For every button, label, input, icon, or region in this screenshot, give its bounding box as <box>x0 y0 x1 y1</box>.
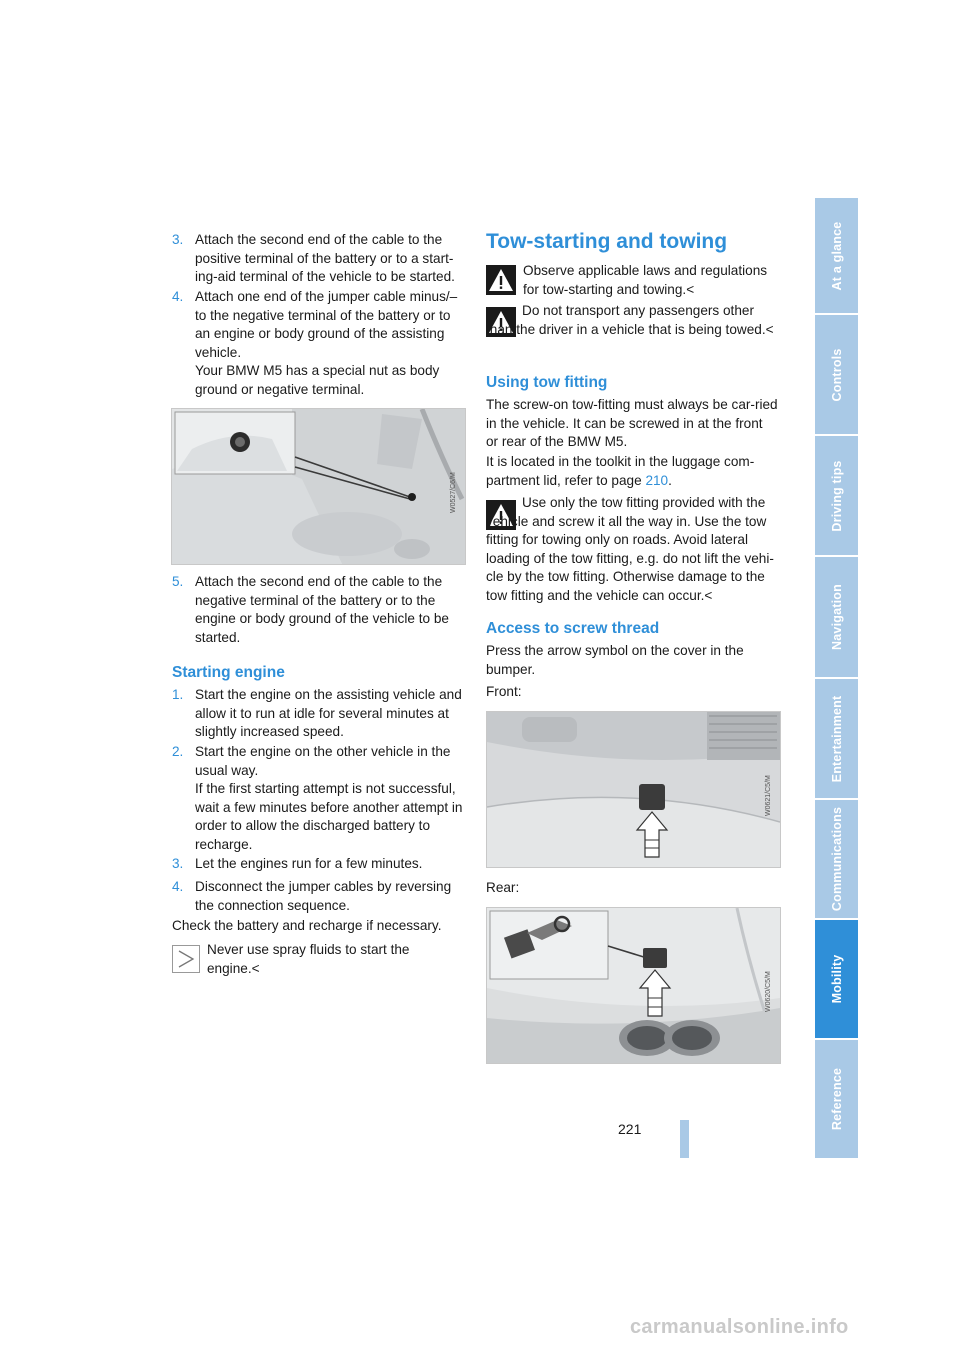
step-number: 1. <box>172 687 184 702</box>
step-note: Your BMW M5 has a special nut as body ground or negative terminal. <box>195 363 440 397</box>
rear-label: Rear: <box>486 880 520 895</box>
step-number: 3. <box>172 856 184 871</box>
start-step-3 <box>172 855 468 874</box>
start-step-1 <box>172 686 468 742</box>
step-3-item <box>172 231 468 287</box>
warning-icon <box>486 265 516 295</box>
tab-label: Reference <box>829 1067 844 1131</box>
watermark-url: carmanualsonline.info <box>630 1316 849 1338</box>
tow-fitting-location-paragraph <box>486 453 778 490</box>
using-tow-fitting-heading: Using tow fitting <box>486 374 608 391</box>
tab-navigation[interactable] <box>815 557 858 679</box>
warning-passengers-text: Do not transport any passengers other than the driver in a vehicle that is being towed.< <box>486 303 774 337</box>
tab-mobility[interactable] <box>815 920 858 1040</box>
step-4-item <box>172 288 468 400</box>
note-text: Never use spray fluids to start the engine.< <box>207 942 410 976</box>
page-number-bar <box>680 1120 689 1158</box>
tab-label: Navigation <box>829 584 844 650</box>
warning-tow-fitting-text: Use only the tow fitting provided with the vehicle and screw it all the way in. Use the tow fitting for towing only on roads. Avoid lateral loading of the tow fitting, e.g. do not lift the vehi-cle by the tow fitting. Otherwise damage to the tow fitting and the vehicle can occur.< <box>486 495 774 603</box>
start-step-2 <box>172 743 468 855</box>
step-number: 4. <box>172 289 184 304</box>
note-triangle-icon <box>172 945 200 973</box>
tab-driving-tips[interactable] <box>815 436 858 557</box>
figure-code: W0527/C6/M <box>450 472 457 513</box>
warning-laws-text: Observe applicable laws and regulations for tow-starting and towing.< <box>523 263 768 297</box>
figure-code: W0620/C5/M <box>765 971 772 1012</box>
period: . <box>668 472 672 488</box>
check-battery-text: Check the battery and recharge if necessary. <box>172 918 442 933</box>
step-text: Attach one end of the jumper cable minus/– to the negative terminal of the battery or to an engine or body ground of the assisting vehicle. <box>195 289 458 360</box>
step-text: Let the engines run for a few minutes. <box>195 856 423 871</box>
tab-label: Controls <box>829 348 844 401</box>
access-paragraph: Press the arrow symbol on the cover in the bumper. <box>486 643 744 677</box>
step-text: Start the engine on the assisting vehicle and allow it to run at idle for several minutes at slightly increased speed. <box>195 687 462 740</box>
front-bumper-figure <box>486 711 781 868</box>
tow-starting-heading: Tow-starting and towing <box>486 230 728 253</box>
tab-communications[interactable] <box>815 800 858 920</box>
step-text: Start the engine on the other vehicle in the usual way. <box>195 744 451 778</box>
tab-label: Entertainment <box>829 695 844 782</box>
step-number: 5. <box>172 574 184 589</box>
front-label: Front: <box>486 684 522 699</box>
tab-label: Mobility <box>829 954 844 1004</box>
tab-controls[interactable] <box>815 315 858 436</box>
page-number: 221 <box>618 1121 642 1137</box>
step-5-item <box>172 573 468 647</box>
step-number: 3. <box>172 232 184 247</box>
tab-at-a-glance[interactable] <box>815 198 858 315</box>
start-step-4 <box>172 878 468 915</box>
page-reference-link[interactable]: 210 <box>645 472 669 488</box>
step-text: Attach the second end of the cable to the positive terminal of the battery or to a start-ing-aid terminal of the vehicle to be started. <box>195 232 455 285</box>
step-note: If the first starting attempt is not successful, wait a few minutes before another attempt in order to allow the discharged battery to recharge. <box>195 781 463 852</box>
tab-label: Communications <box>829 806 844 912</box>
figure-code: W0621/C5/M <box>765 775 772 816</box>
chapter-sidebar <box>815 198 858 1160</box>
engine-ground-figure <box>171 408 466 565</box>
tab-entertainment[interactable] <box>815 679 858 800</box>
tow-fitting-paragraph: The screw-on tow-fitting must always be car-ried in the vehicle. It can be screwed in at the front or rear of the BMW M5. <box>486 397 778 450</box>
step-number: 4. <box>172 879 184 894</box>
tab-label: At a glance <box>829 221 844 290</box>
step-text: Attach the second end of the cable to the negative terminal of the battery or to the engine or body ground of the vehicle to be started. <box>195 574 449 645</box>
step-number: 2. <box>172 744 184 759</box>
tab-reference[interactable] <box>815 1040 858 1160</box>
tab-label: Driving tips <box>829 459 844 532</box>
step-text: Disconnect the jumper cables by reversing the connection sequence. <box>195 879 452 913</box>
starting-engine-heading: Starting engine <box>172 664 285 681</box>
access-screw-thread-heading: Access to screw thread <box>486 620 660 637</box>
rear-bumper-figure <box>486 907 781 1064</box>
location-text: It is located in the toolkit in the luggage com-partment lid, refer to page <box>486 454 755 488</box>
